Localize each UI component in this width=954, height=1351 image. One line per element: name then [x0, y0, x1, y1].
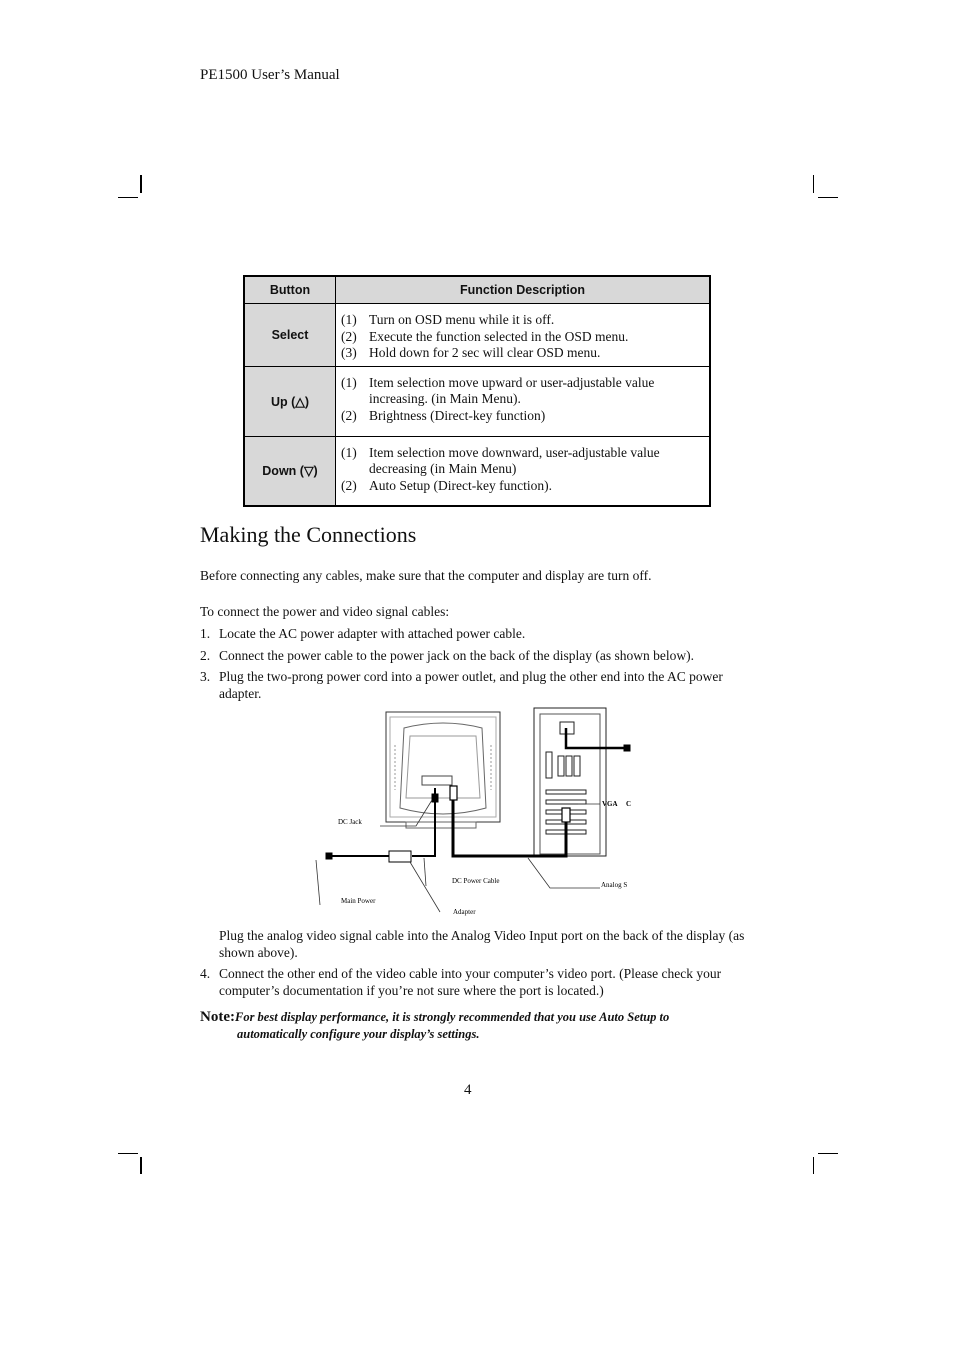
connection-diagram	[310, 700, 640, 925]
monitor-back	[386, 712, 500, 828]
crop-mark-bottom-right-vertical	[813, 1157, 814, 1174]
note-text-line1: For best display performance, it is strongly recommended that you use Auto Setup to	[234, 1010, 670, 1024]
section-title: Making the Connections	[200, 522, 417, 547]
list-item: (3) Hold down for 2 sec will clear OSD menu.	[341, 345, 601, 360]
desc-cell-select	[336, 304, 711, 367]
list-item: (1) Turn on OSD menu while it is off.	[341, 312, 555, 327]
label-analog: Analog S	[601, 881, 628, 889]
list-item: (1) Item selection move upward or user-adjustable value increasing. (in Main Menu).	[341, 374, 655, 406]
intro-paragraph: Before connecting any cables, make sure that the computer and display are turn off.	[200, 568, 652, 583]
list-item: (2) Execute the function selected in the OSD menu.	[341, 328, 629, 344]
running-header: PE1500 User’s Manual	[200, 67, 340, 83]
label-adapter: Adapter	[453, 908, 476, 916]
crop-mark-bottom-left	[118, 1153, 138, 1154]
desc-cell-up	[336, 366, 711, 436]
button-cell-down: Down (▽)	[244, 436, 336, 506]
crop-mark-top-left-vertical	[140, 175, 142, 193]
note-text-line2: automatically configure your display’s settings.	[237, 1027, 480, 1041]
label-vga: VGA	[602, 800, 618, 808]
crop-mark-bottom-left-vertical	[140, 1157, 142, 1174]
table-header-row	[244, 276, 710, 304]
table-row-select	[244, 304, 710, 367]
note-label: Note:	[200, 1009, 235, 1025]
list-item: (2) Auto Setup (Direct-key function).	[341, 477, 552, 493]
col-header-function: Function Description	[336, 276, 711, 304]
desc-cell-down	[336, 436, 711, 506]
label-dc-jack: DC Jack	[338, 818, 362, 826]
crop-mark-bottom-right	[818, 1153, 838, 1154]
label-dc-power-cable: DC Power Cable	[452, 877, 500, 885]
step-4: 4. Connect the other end of the video cable into your computer’s video port. (Please check your computer’s documentation if you’re not sure where the port is located.)	[200, 966, 722, 998]
button-cell-select: Select	[244, 304, 336, 367]
pc-tower	[534, 708, 606, 856]
col-header-button: Button	[244, 276, 336, 304]
table-row-down	[244, 436, 710, 506]
list-item: (1) Item selection move downward, user-adjustable value decreasing (in Main Menu)	[341, 444, 660, 476]
button-function-table	[243, 275, 711, 507]
step-3-continuation: Plug the analog video signal cable into the Analog Video Input port on the back of the display (as shown above).	[219, 928, 745, 960]
steps-lead: To connect the power and video signal cables:	[200, 604, 450, 619]
list-item: (2) Brightness (Direct-key function)	[341, 407, 546, 423]
step-2: 2. Connect the power cable to the power jack on the back of the display (as shown below).	[200, 648, 694, 663]
button-cell-up: Up (△)	[244, 366, 336, 436]
table-row-up	[244, 366, 710, 436]
step-1: 1. Locate the AC power adapter with attached power cable.	[200, 626, 526, 641]
crop-mark-top-right	[818, 197, 838, 198]
label-vga-cut: C	[626, 800, 632, 808]
cables	[326, 728, 630, 862]
note	[200, 1009, 760, 1043]
crop-mark-top-left	[118, 197, 138, 198]
page-number: 4	[464, 1082, 472, 1098]
crop-mark-top-right-vertical	[813, 175, 814, 193]
label-main-power: Main Power	[341, 897, 376, 905]
step-3: 3. Plug the two-prong power cord into a power outlet, and plug the other end into the AC power adapter.	[200, 669, 723, 701]
